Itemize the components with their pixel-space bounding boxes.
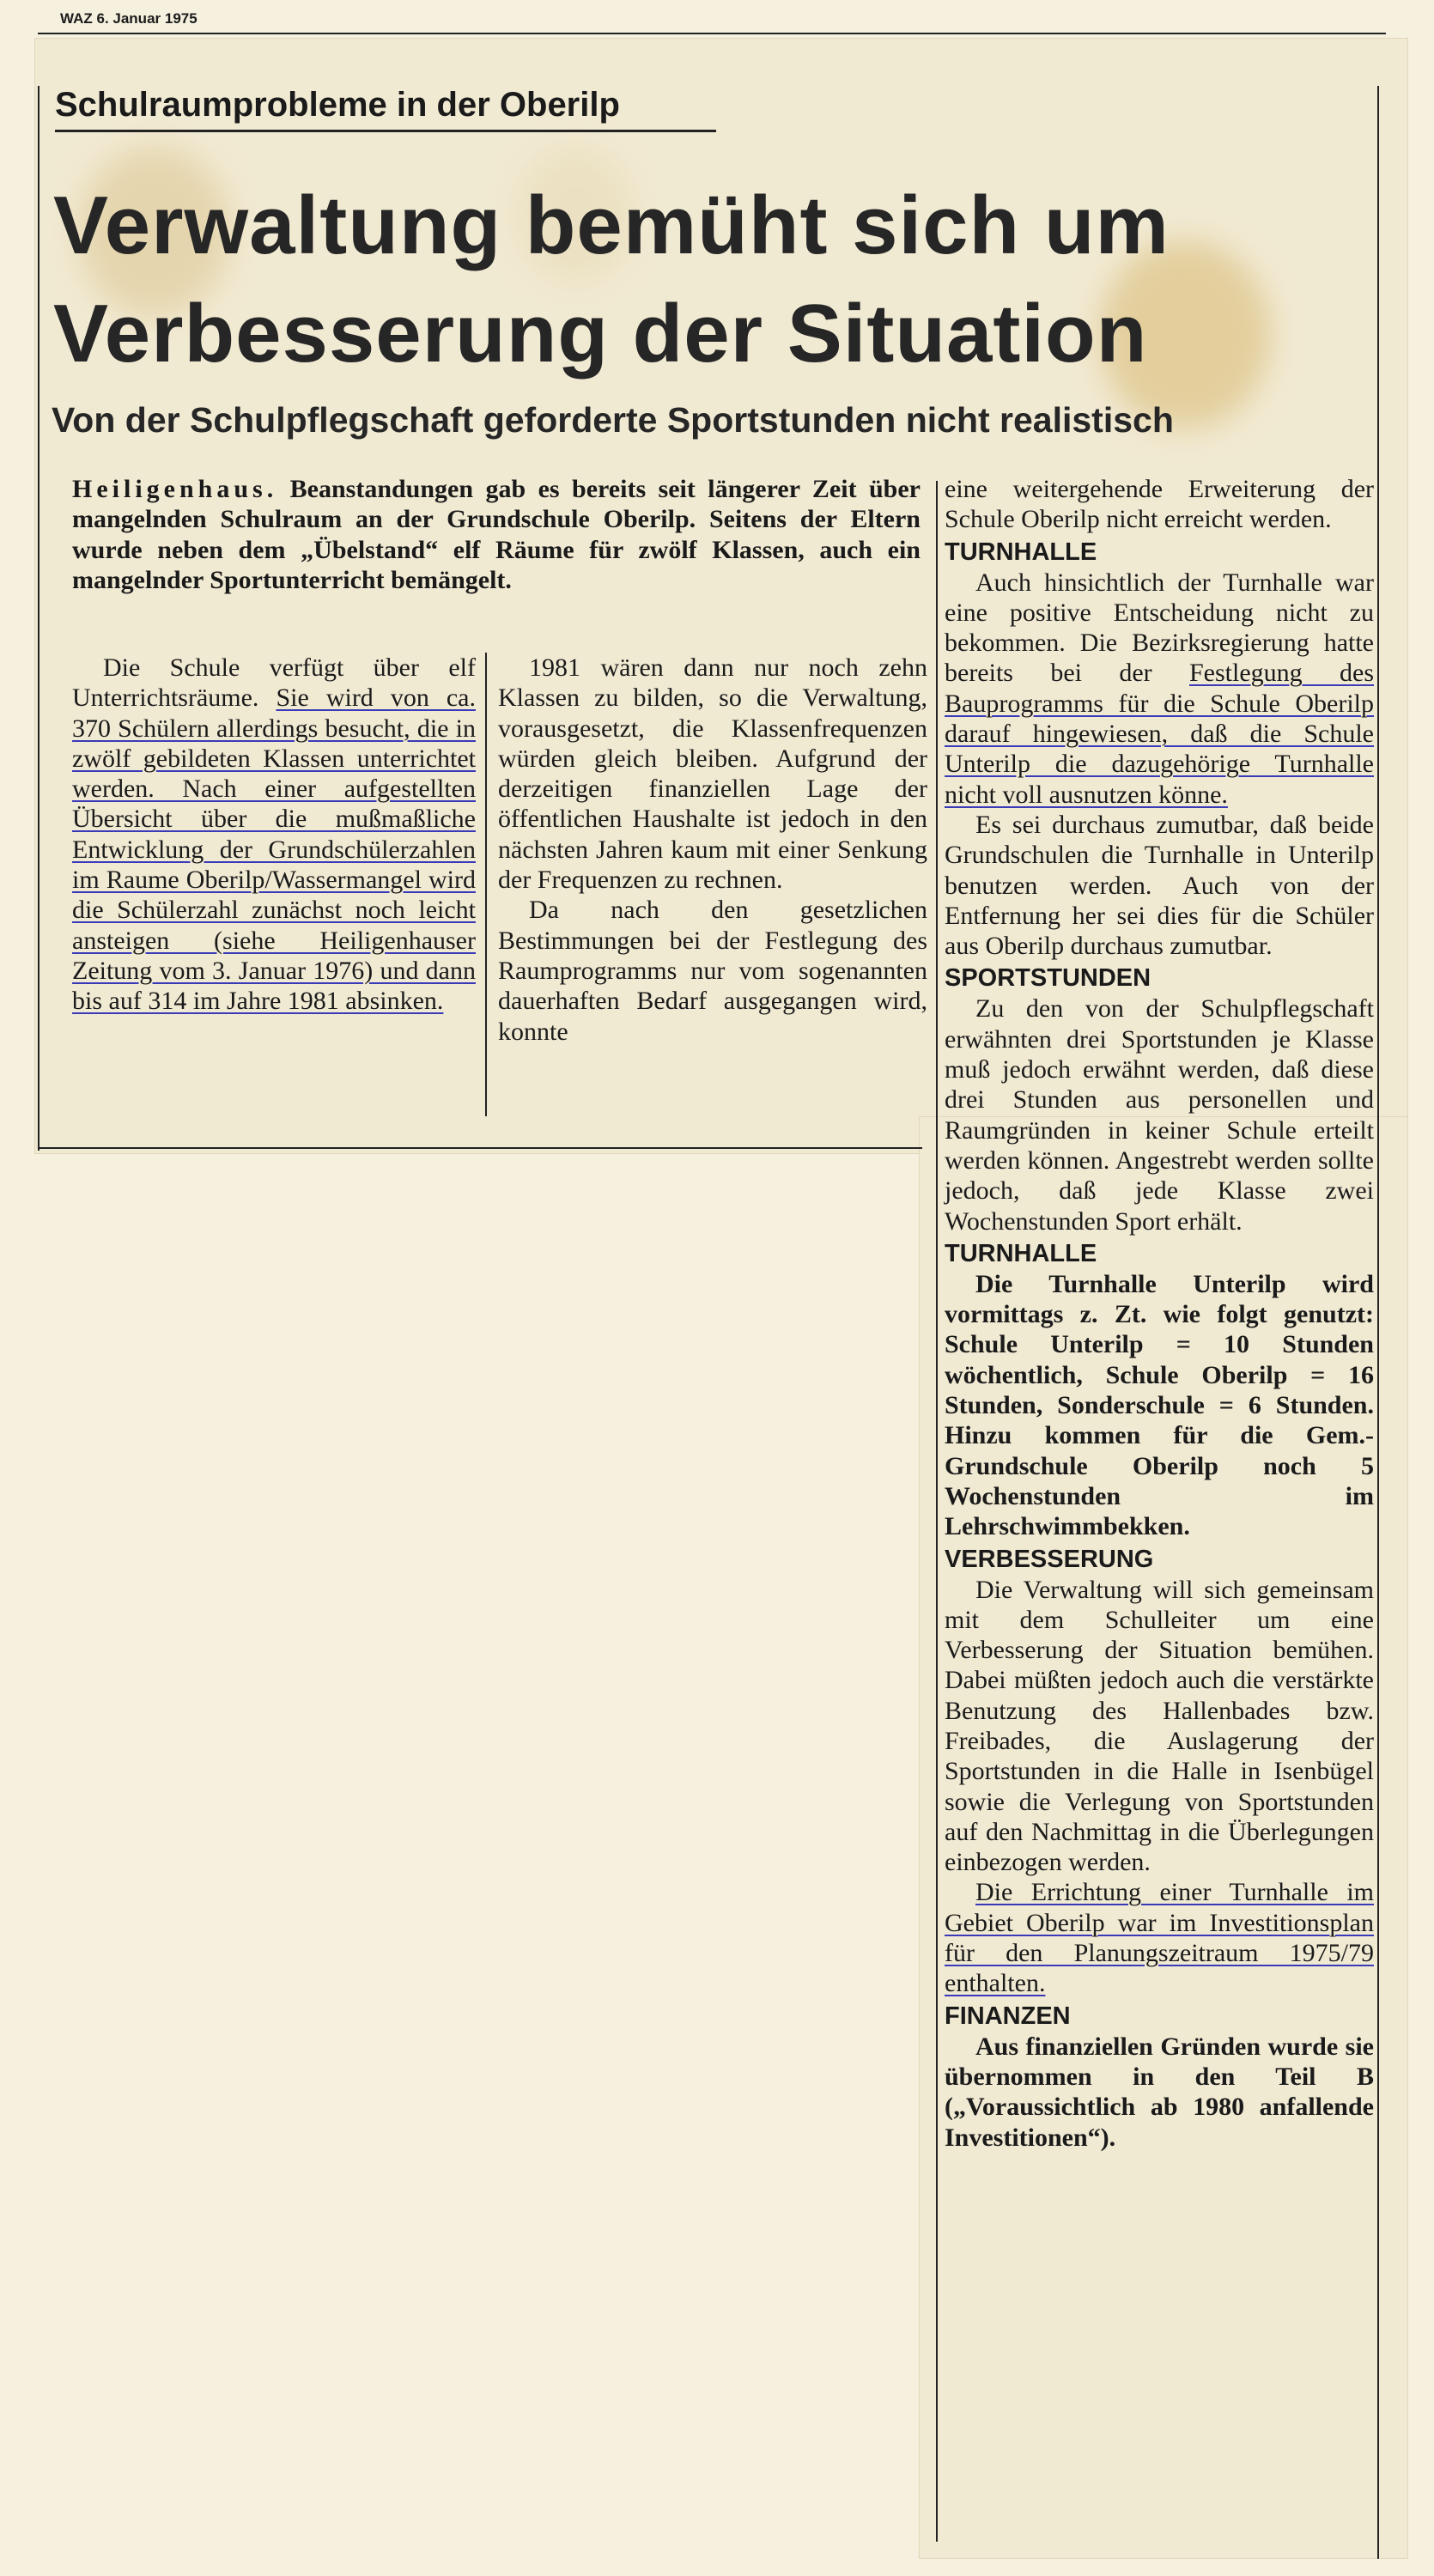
col3-text-underlined: Festlegung des Bauprogramms für die Schule Oberilp darauf hingewiesen, daß die Schule Unterilp die dazugehörige Turnhalle nicht voll ausnutzen könne. xyxy=(945,659,1375,809)
col3-paragraph-2: Es sei durchaus zumutbar, daß beide Grundschulen die Turnhalle in Unterilp benutzen werden. Auch von der Entfernung her sei dies für die Schüler aus Oberilp durchaus zumutbar. xyxy=(945,810,1374,961)
col3-text-a: Auch hinsichtlich der Turnhalle war eine positive Entscheidung nicht zu bekommen. Die Bezirksregierung hatte bereits bei der xyxy=(945,568,1374,688)
col1-text-a: Die Schule verfügt über elf Unterrichtsräume. xyxy=(72,653,476,713)
column-rule-1 xyxy=(485,653,487,1116)
column-1 xyxy=(72,653,476,1017)
col2-paragraph-1: 1981 wären dann nur noch zehn Klassen zu bilden, so die Verwaltung, vorausgesetzt, die Klassenfrequenzen würden gleich bleiben. Aufgrund der derzeitigen finanziellen Lage der öffentlichen Haushalte ist jedoch in den nächsten Jahren kaum mit einer Senkung der Frequenzen zu rechnen. xyxy=(498,653,927,895)
section-header-verbesserung: VERBESSERUNG xyxy=(945,1545,1154,1573)
col3-paragraph-3: Zu den von der Schulpflegschaft erwähnten drei Sportstunden je Klasse muß jedoch erwähnt werden, daß diese drei Stunden aus personellen und Raumgründen in keiner Schule erteilt werden können. Angestrebt werden sollte jedoch, daß jede Klasse zwei Wochenstunden Sport erhält. xyxy=(945,994,1374,1236)
col3-paragraph-5: Die Verwaltung will sich gemeinsam mit dem Schulleiter um eine Verbesserung der Situation bemühen. Dabei müßten jedoch auch die verstärkte Benutzung des Hallenbades bzw. Freibades, die Auslagerung der Sportstunden in die Halle in Isenbügel sowie die Verlegung von Sportstunden auf den Nachmittag in die Überlegungen einbezogen werden. xyxy=(945,1575,1374,1877)
left-frame-rule xyxy=(38,86,39,1151)
lead-paragraph xyxy=(72,474,921,595)
right-frame-rule xyxy=(1377,86,1379,2559)
section-header-turnhalle: TURNHALLE xyxy=(945,538,1097,566)
col3-paragraph-6: Die Errichtung einer Turnhalle im Gebiet Oberilp war im Investitionsplan für den Planungszeitraum 1975/79 enthalten. xyxy=(945,1878,1374,1998)
section-header-finanzen: FINANZEN xyxy=(945,2002,1071,2030)
col3-paragraph-0: eine weitergehende Erweiterung der Schule Oberilp nicht erreicht werden. xyxy=(945,475,1374,534)
col3-paragraph-4: Die Turnhalle Unterilp wird vormittags z. Zt. wie folgt genutzt: Schule Unterilp = 10 Stunden wöchentlich, Schule Oberilp = 16 Stunden, Sonderschule = 6 Stunden. Hinzu kommen für die Gem.-Grundschule Oberilp noch 5 Wochenstunden im Lehrschwimmbekken. xyxy=(945,1269,1374,1541)
section-header-sportstunden: SPORTSTUNDEN xyxy=(945,964,1151,993)
subheadline: Von der Schulpflegschaft geforderte Sportstunden nicht realistisch xyxy=(52,400,1174,440)
col3-paragraph-7: Aus finanziellen Gründen wurde sie übernommen in den Teil B („Voraussichtlich ab 1980 anfallende Investitionen“). xyxy=(945,2032,1374,2152)
bottom-rule-left xyxy=(38,1147,922,1149)
dateline: Heiligenhaus. xyxy=(72,475,278,503)
col2-paragraph-2: Da nach den gesetzlichen Bestimmungen bei der Festlegung des Raumprogramms nur vom sogenannten dauerhaften Bedarf ausgegangen wird, konnte xyxy=(498,896,927,1046)
column-rule-2 xyxy=(936,481,938,2542)
top-rule xyxy=(38,33,1386,34)
column-2 xyxy=(498,653,927,1047)
headline xyxy=(53,172,1393,388)
headline-line-1: Verwaltung bemüht sich um xyxy=(53,179,1170,271)
column-3 xyxy=(945,474,1374,2153)
col1-text-underlined: Sie wird von ca. 370 Schülern allerdings besucht, die in zwölf gebildeten Klassen unterrichtet werden. Nach einer aufgestellten Übersicht über die mußmaßliche Entwicklung der Grundschülerzahlen im Raume Oberilp/Wassermangel wird die Schülerzahl zunächst noch leicht ansteigen (siehe Heiligenhauser Zeitung vom 3. Januar 1976) und dann bis auf 314 im Jahre 1981 absinken. xyxy=(72,683,476,1016)
kicker: Schulraumprobleme in der Oberilp xyxy=(55,86,716,132)
section-header-turnhalle-2: TURNHALLE xyxy=(945,1239,1097,1267)
lead-text: Beanstandungen gab es bereits seit längerer Zeit über mangelnden Schulraum an der Grundschule Oberilp. Seitens der Eltern wurde neben dem „Übelstand“ elf Räume für zwölf Klassen, auch ein mangelnder Sportunterricht bemängelt. xyxy=(72,475,921,594)
headline-line-2: Verbesserung der Situation xyxy=(53,288,1148,380)
source-note: WAZ 6. Januar 1975 xyxy=(60,10,197,27)
